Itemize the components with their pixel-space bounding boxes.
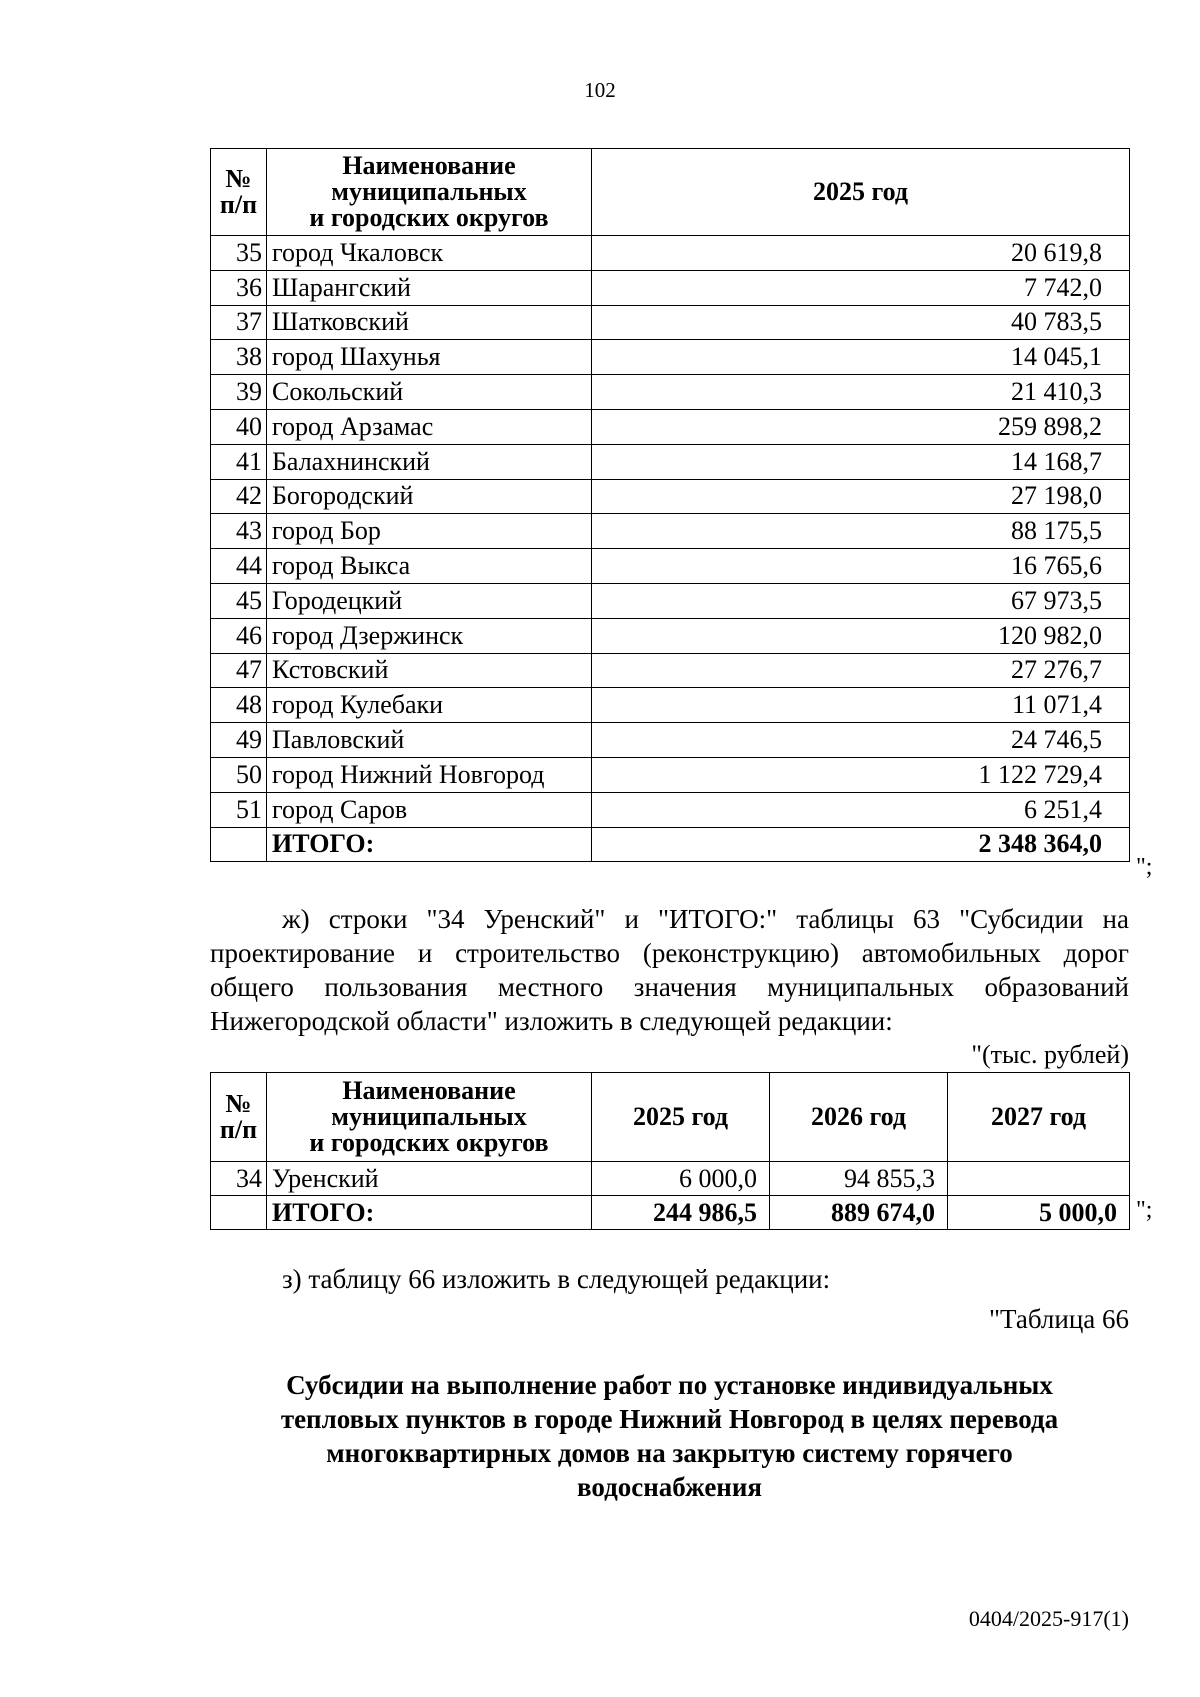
row-name: город Выкса <box>267 549 592 584</box>
row-name: город Дзержинск <box>267 618 592 653</box>
row-2025: 27 276,7 <box>592 653 1130 688</box>
table-row <box>211 792 1130 827</box>
row-num: 50 <box>211 757 267 792</box>
header-2025: 2025 год <box>592 149 1130 236</box>
header-num: № п/п <box>211 1073 267 1162</box>
row-num: 51 <box>211 792 267 827</box>
total-2025: 2 348 364,0 <box>592 827 1130 862</box>
total-2027: 5 000,0 <box>948 1196 1130 1230</box>
row-num: 35 <box>211 236 267 271</box>
row-num: 46 <box>211 618 267 653</box>
table-row <box>211 757 1130 792</box>
table-row <box>211 479 1130 514</box>
title-line: тепловых пунктов в городе Нижний Новгород в целях перевода <box>280 1404 1059 1434</box>
row-name: Павловский <box>267 723 592 758</box>
table-row <box>211 340 1130 375</box>
row-num: 44 <box>211 549 267 584</box>
row-2027 <box>948 1162 1130 1196</box>
header-num: № п/п <box>211 149 267 236</box>
title-line: многоквартирных домов на закрытую систему горячего <box>326 1438 1013 1468</box>
row-2025: 88 175,5 <box>592 514 1130 549</box>
row-2025: 14 045,1 <box>592 340 1130 375</box>
total-2026: 889 674,0 <box>770 1196 948 1230</box>
table-row <box>211 688 1130 723</box>
paragraph-line: проектирование и строительство (реконструкцию) автомобильных дорог <box>210 938 1129 968</box>
title-line: водоснабжения <box>576 1472 763 1502</box>
table-row <box>211 444 1130 479</box>
row-num: 42 <box>211 479 267 514</box>
table-66-label: "Таблица 66 <box>989 1304 1129 1334</box>
paragraph-zh <box>210 902 1129 1038</box>
row-num: 36 <box>211 270 267 305</box>
row-2025: 1 122 729,4 <box>592 757 1130 792</box>
row-num: 39 <box>211 375 267 410</box>
header-2026: 2026 год <box>770 1073 948 1162</box>
row-2025: 259 898,2 <box>592 409 1130 444</box>
table-row <box>211 618 1130 653</box>
row-name: Кстовский <box>267 653 592 688</box>
total-row <box>211 1196 1130 1230</box>
row-2025: 40 783,5 <box>592 305 1130 340</box>
header-2025: 2025 год <box>592 1073 770 1162</box>
row-num: 40 <box>211 409 267 444</box>
table-row <box>211 514 1130 549</box>
row-2025: 24 746,5 <box>592 723 1130 758</box>
row-name: город Нижний Новгород <box>267 757 592 792</box>
paragraph-line: общего пользования местного значения муниципальных образований <box>210 972 1129 1002</box>
header-name: Наименование муниципальных и городских округов <box>267 1073 592 1162</box>
table-row <box>211 270 1130 305</box>
section-title <box>210 1368 1129 1504</box>
row-2025: 14 168,7 <box>592 444 1130 479</box>
row-2025: 120 982,0 <box>592 618 1130 653</box>
table-row <box>211 1162 1130 1196</box>
total-label: ИТОГО: <box>267 1196 592 1230</box>
page-number: 102 <box>584 78 616 102</box>
row-2025: 20 619,8 <box>592 236 1130 271</box>
row-name: Балахнинский <box>267 444 592 479</box>
row-name: Шарангский <box>267 270 592 305</box>
row-name: Богородский <box>267 479 592 514</box>
row-name: город Чкаловск <box>267 236 592 271</box>
table-row <box>211 409 1130 444</box>
row-2025: 6 251,4 <box>592 792 1130 827</box>
row-num: 38 <box>211 340 267 375</box>
row-name: город Бор <box>267 514 592 549</box>
row-2025: 16 765,6 <box>592 549 1130 584</box>
total-2025: 244 986,5 <box>592 1196 770 1230</box>
row-num: 48 <box>211 688 267 723</box>
row-num: 49 <box>211 723 267 758</box>
table2-closing-quote: "; <box>1136 1197 1153 1223</box>
row-2025: 67 973,5 <box>592 583 1130 618</box>
unit-label: "(тыс. рублей) <box>971 1040 1129 1069</box>
total-label: ИТОГО: <box>267 827 592 862</box>
total-num <box>211 1196 267 1230</box>
row-name: Сокольский <box>267 375 592 410</box>
table1-closing-quote: "; <box>1136 854 1153 880</box>
table-row <box>211 653 1130 688</box>
subsidy-table-2 <box>210 1072 1130 1230</box>
row-num: 34 <box>211 1162 267 1196</box>
table-row <box>211 305 1130 340</box>
document-code: 0404/2025-917(1) <box>968 1606 1129 1631</box>
row-name: город Кулебаки <box>267 688 592 723</box>
row-name: Шатковский <box>267 305 592 340</box>
row-name: город Арзамас <box>267 409 592 444</box>
header-2027: 2027 год <box>948 1073 1130 1162</box>
table-row <box>211 583 1130 618</box>
subsidy-table-1 <box>210 148 1130 862</box>
row-num: 43 <box>211 514 267 549</box>
total-num <box>211 827 267 862</box>
paragraph-line: ж) строки "34 Уренский" и "ИТОГО:" таблицы 63 "Субсидии на <box>282 904 1129 934</box>
row-name: Городецкий <box>267 583 592 618</box>
table-header-row <box>211 1073 1130 1162</box>
row-2025: 7 742,0 <box>592 270 1130 305</box>
table-row <box>211 236 1130 271</box>
row-2026: 94 855,3 <box>770 1162 948 1196</box>
row-2025: 11 071,4 <box>592 688 1130 723</box>
title-line: Субсидии на выполнение работ по установке индивидуальных <box>286 1370 1053 1400</box>
row-num: 47 <box>211 653 267 688</box>
table-row <box>211 723 1130 758</box>
paragraph-z: з) таблицу 66 изложить в следующей редакции: <box>282 1264 831 1294</box>
row-name: Уренский <box>267 1162 592 1196</box>
row-name: город Саров <box>267 792 592 827</box>
row-num: 41 <box>211 444 267 479</box>
row-name: город Шахунья <box>267 340 592 375</box>
row-num: 37 <box>211 305 267 340</box>
row-2025: 6 000,0 <box>592 1162 770 1196</box>
table-row <box>211 375 1130 410</box>
table-row <box>211 549 1130 584</box>
total-row <box>211 827 1130 862</box>
row-2025: 21 410,3 <box>592 375 1130 410</box>
table-header-row <box>211 149 1130 236</box>
row-2025: 27 198,0 <box>592 479 1130 514</box>
row-num: 45 <box>211 583 267 618</box>
paragraph-line: Нижегородской области" изложить в следующей редакции: <box>210 1006 893 1036</box>
header-name: Наименование муниципальных и городских округов <box>267 149 592 236</box>
